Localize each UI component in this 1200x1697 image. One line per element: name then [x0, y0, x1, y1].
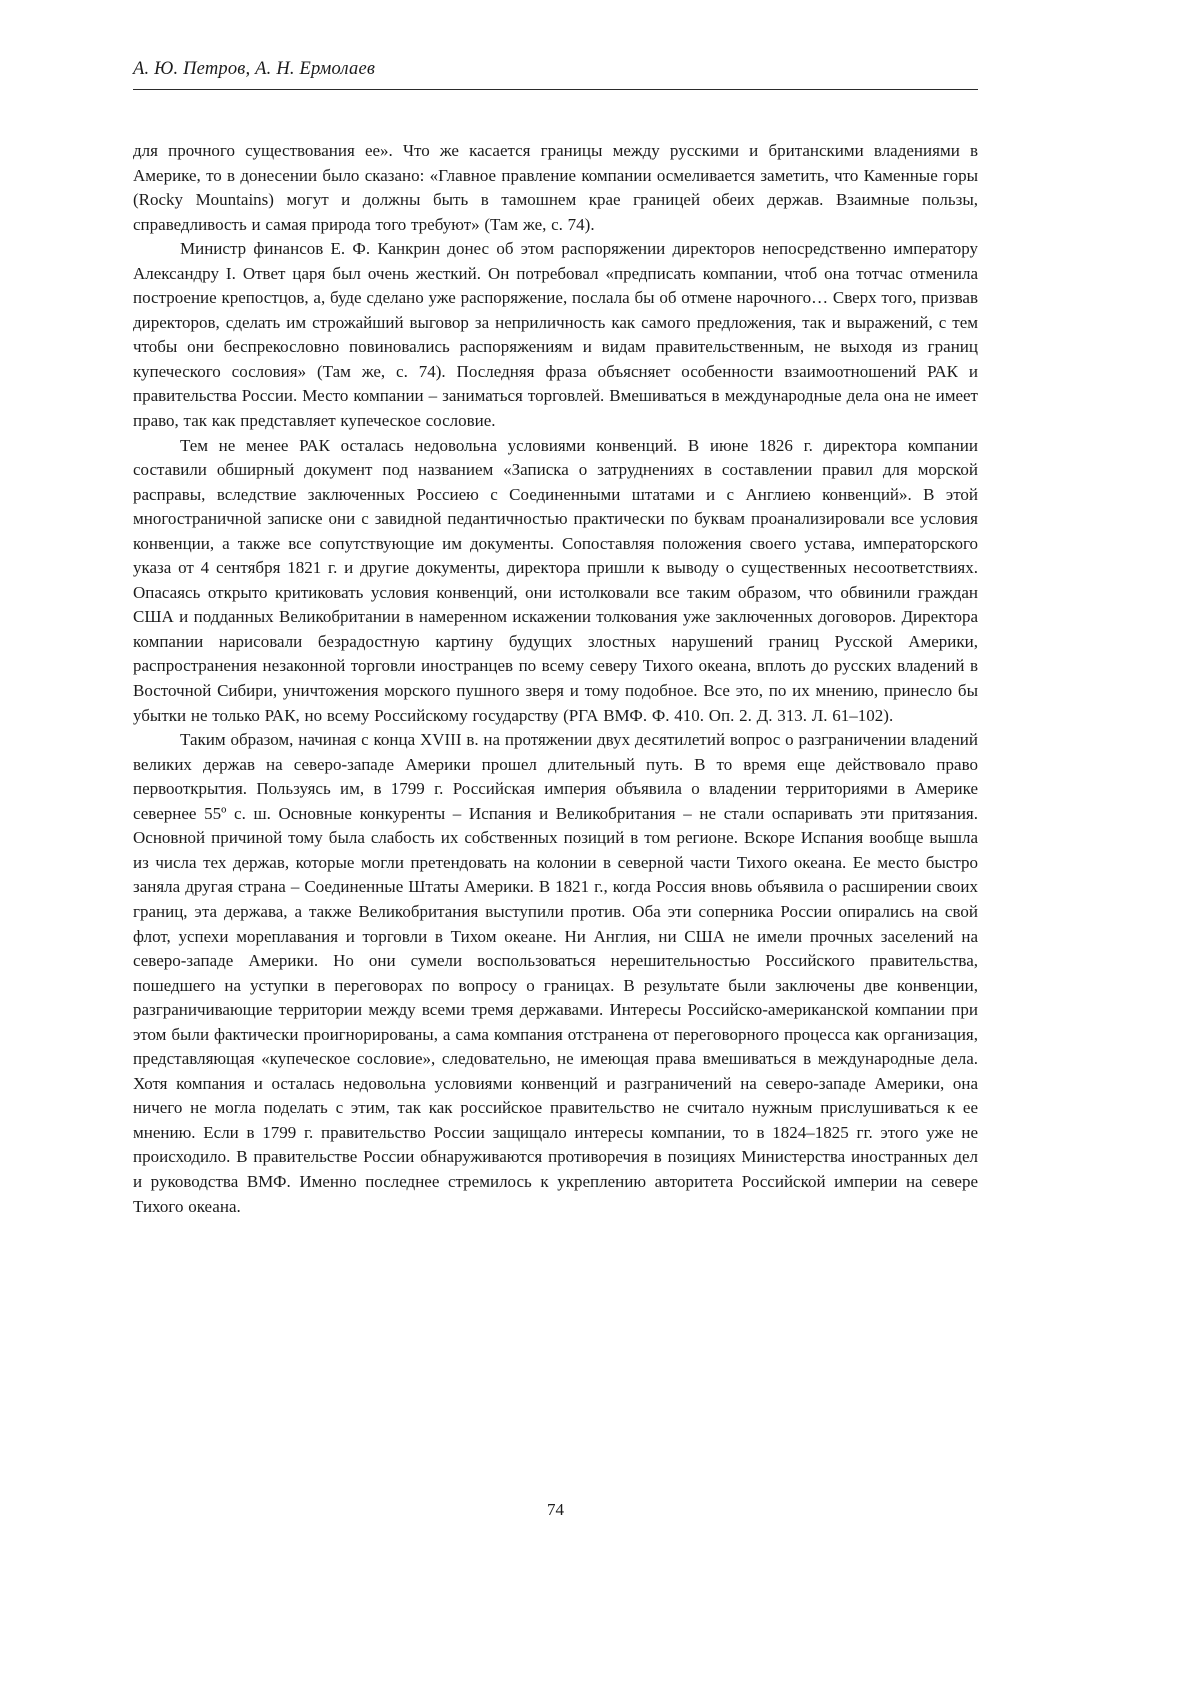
page-number: 74 [547, 1500, 564, 1519]
page-footer [133, 1498, 978, 1522]
paragraph-continuation: для прочного существования ее». Что же касается границы между русскими и британскими владениями в Америке, то в донесении было сказано: «Главное правление компании осмеливается заметить, что Каменные горы (Rocky Mountains) могут и должны быть в тамошнем крае границей обеих держав. Взаимные пользы, справедливость и самая природа того требуют» (Там же, с. 74). [133, 141, 978, 234]
body-text [133, 139, 978, 1219]
paragraph: Тем не менее РАК осталась недовольна условиями конвенций. В июне 1826 г. директора компании составили обширный документ под названием «Записка о затруднениях в составлении правил для морской расправы, вследствие заключенных Россиею с Соединенными штатами и с Англиею конвенций». В этой многостраничной записке они с завидной педантичностью практически по буквам проанализировали все условия конвенции, а также все сопутствующие им документы. Сопоставляя положения своего устава, императорского указа от 4 сентября 1821 г. и другие документы, директора пришли к выводу о существенных несоответствиях. Опасаясь открыто критиковать условия конвенций, они истолковали все таким образом, что обвинили граждан США и подданных Великобритании в намеренном искажении толкования уже заключенных договоров. Директора компании нарисовали безрадостную картину будущих злостных нарушений границ Русской Америки, распространения незаконной торговли иностранцев по всему северу Тихого океана, вплоть до русских владений в Восточной Сибири, уничтожения морского пушного зверя и тому подобное. Все это, по их мнению, принесло бы убытки не только РАК, но всему Российскому государству (РГА ВМФ. Ф. 410. Оп. 2. Д. 313. Л. 61–102). [133, 435, 978, 725]
paragraph: Министр финансов Е. Ф. Канкрин донес об этом распоряжении директоров непосредственно императору Александру I. Ответ царя был очень жесткий. Он потребовал «предписать компании, чтоб она тотчас отменила построение крепостцов, а, буде сделано уже распоряжение, послала бы об отмене нарочного… Сверх того, призвав директоров, сделать им строжайший выговор за неприличность как самого предложения, так и выражений, с тем чтобы они беспрекословно повиновались распоряжениям и видам правительственным, не выходя из границ купеческого сословия» (Там же, с. 74). Последняя фраза объясняет особенности взаимоотношений РАК и правительства России. Место компании – заниматься торговлей. Вмешиваться в международные дела она не имеет право, так как представляет купеческое сословие. [133, 239, 978, 431]
paragraph: Таким образом, начиная с конца XVIII в. на протяжении двух десятилетий вопрос о разграничении владений великих держав на северо-западе Америки прошел длительный путь. В то время еще действовало право первооткрытия. Пользуясь им, в 1799 г. Российская империя объявила о владении территориями в Америке севернее 55º с. ш. Основные конкуренты – Испания и Великобритания – не стали оспаривать эти притязания. Основной причиной тому была слабость их собственных позиций в том регионе. Вскоре Испания вообще вышла из числа тех держав, которые могли претендовать на колонии в северной части Тихого океана. Ее место быстро заняла другая страна – Соединенные Штаты Америки. В 1821 г., когда Россия вновь объявила о расширении своих границ, эта держава, а также Великобритания выступили против. Оба эти соперника России опирались на свой флот, успехи мореплавания и торговли в Тихом океане. Ни Англия, ни США не имели прочных заселений на северо-западе Америки. Но они сумели воспользоваться нерешительностью Российского правительства, пошедшего на уступки в переговорах по вопросу о границах. В результате были заключены две конвенции, разграничивающие территории между всеми тремя державами. Интересы Российско-американской компании при этом были фактически проигнорированы, а сама компания отстранена от переговорного процесса как организация, представляющая «купеческое сословие», следовательно, не имеющая права вмешиваться в международные дела. Хотя компания и осталась недовольна условиями конвенций и разграничений на северо-западе Америки, она ничего не могла поделать с этим, так как российское правительство не считало нужным прислушиваться к ее мнению. Если в 1799 г. правительство России защищало интересы компании, то в 1824–1825 гг. этого уже не происходило. В правительстве России обнаруживаются противоречия в позициях Министерства иностранных дел и руководства ВМФ. Именно последнее стремилось к укреплению авторитета Российской империи на севере Тихого океана. [133, 730, 978, 1216]
running-head-authors: А. Ю. Петров, А. Н. Ермолаев [133, 59, 376, 79]
page-content [133, 58, 978, 1219]
running-head [133, 58, 978, 90]
